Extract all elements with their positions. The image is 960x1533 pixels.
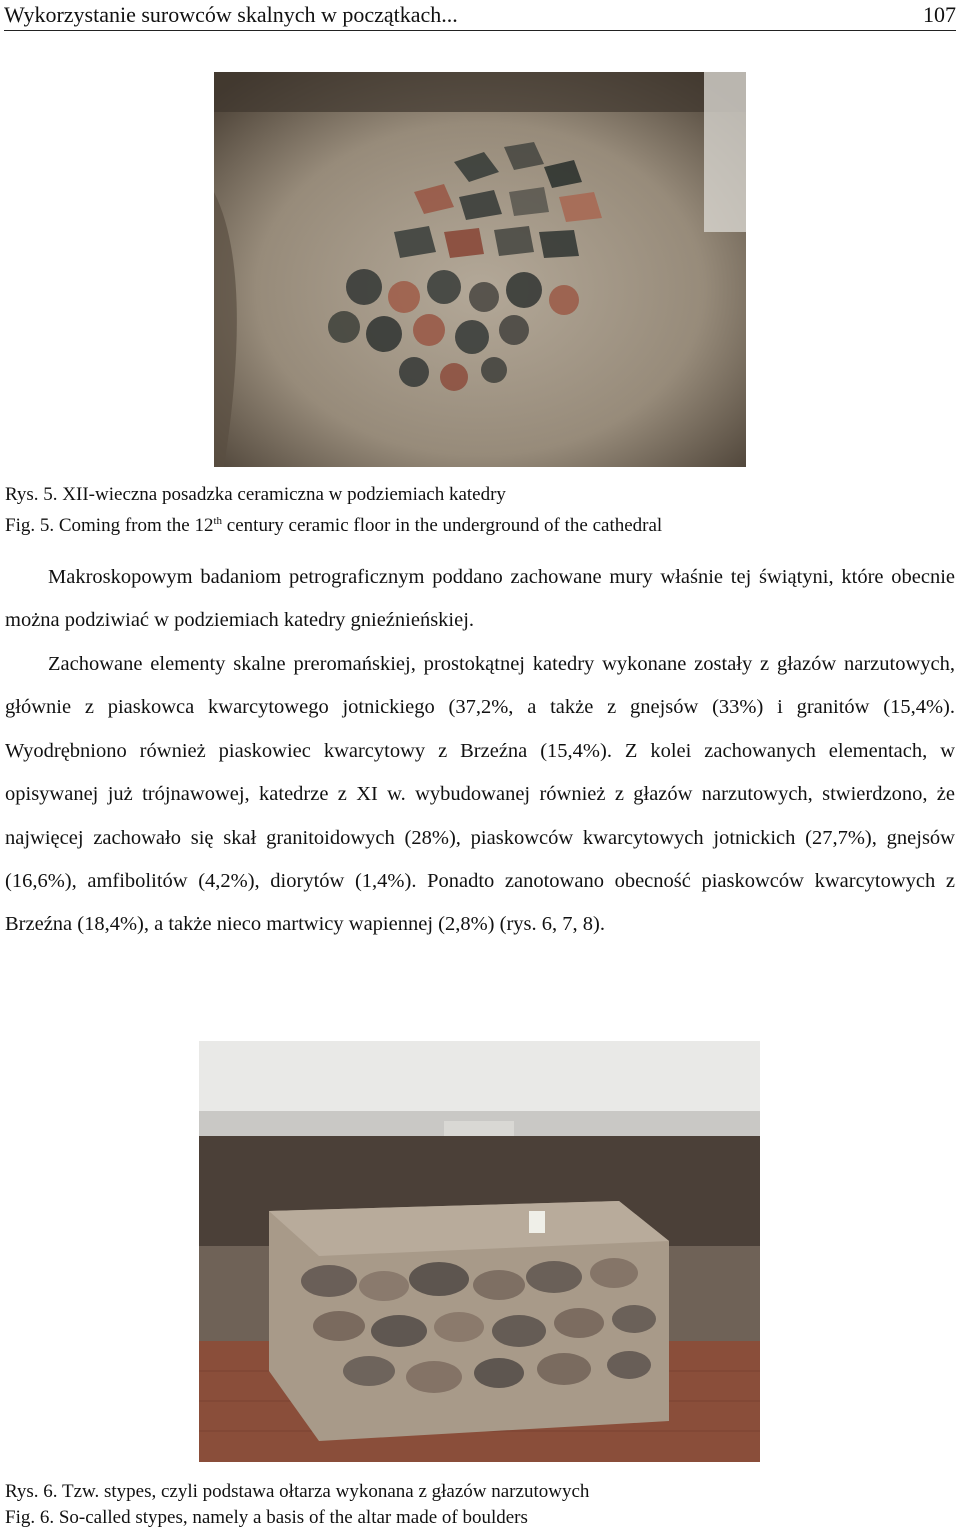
- figure-6-caption-en: Fig. 6. So-called stypes, namely a basis of the altar made of boulders: [5, 1507, 528, 1528]
- figure-5-caption-en: [5, 510, 662, 537]
- figure-5-caption-pl: Rys. 5. XII-wieczna posadzka ceramiczna w podziemiach katedry: [5, 484, 506, 505]
- figure-6-caption-pl: Rys. 6. Tzw. stypes, czyli podstawa ołtarza wykonana z głazów narzutowych: [5, 1481, 590, 1502]
- altar-base-illustration: [199, 1041, 760, 1462]
- running-title: Wykorzystanie surowców skalnych w początkach...: [4, 2, 458, 27]
- boulder-altar-base-photo: [199, 1041, 760, 1462]
- ordinal-superscript: th: [213, 515, 223, 527]
- ceramic-floor-illustration: [214, 72, 746, 467]
- running-header: [4, 2, 956, 31]
- ceramic-floor-photo: [214, 72, 746, 467]
- caption-en-text-rest: century ceramic floor in the underground of the cathedral: [222, 515, 663, 536]
- body-paragraph-1: Makroskopowym badaniom petrograficznym poddano zachowane mury właśnie tej świątyni, które obecnie można podziwiać w podziemiach katedry gnieźnieńskiej.: [5, 566, 955, 632]
- body-paragraph-2: Zachowane elementy skalne preromańskiej, prostokątnej katedry wykonane zostały z głazów narzutowych, głównie z piaskowca kwarcytowego jotnickiego (37,2%, a także z gnejsów (33%) i granitów (15,4%). Wyodrębniono również piaskowiec kwarcytowy z Brzeźna (15,4%). Z kolei zachowanych elementach, w opisywanej już trójnawowej, katedrze z XI w. wybudowanej również z głazów narzutowych, stwierdzono, że najwięcej zachowało się skał granitoidowych (28%), piaskowców kwarcytowych jotnickich (27,7%), gnejsów (16,6%), amfibolitów (4,2%), diorytów (1,4%). Ponadto zanotowano obecność piaskowców kwarcytowych z Brzeźna (18,4%), a także nieco martwicy wapiennej (2,8%) (rys. 6, 7, 8).: [5, 653, 955, 936]
- page-number: 107: [923, 2, 956, 27]
- caption-en-text: Fig. 5. Coming from the 12: [5, 515, 214, 536]
